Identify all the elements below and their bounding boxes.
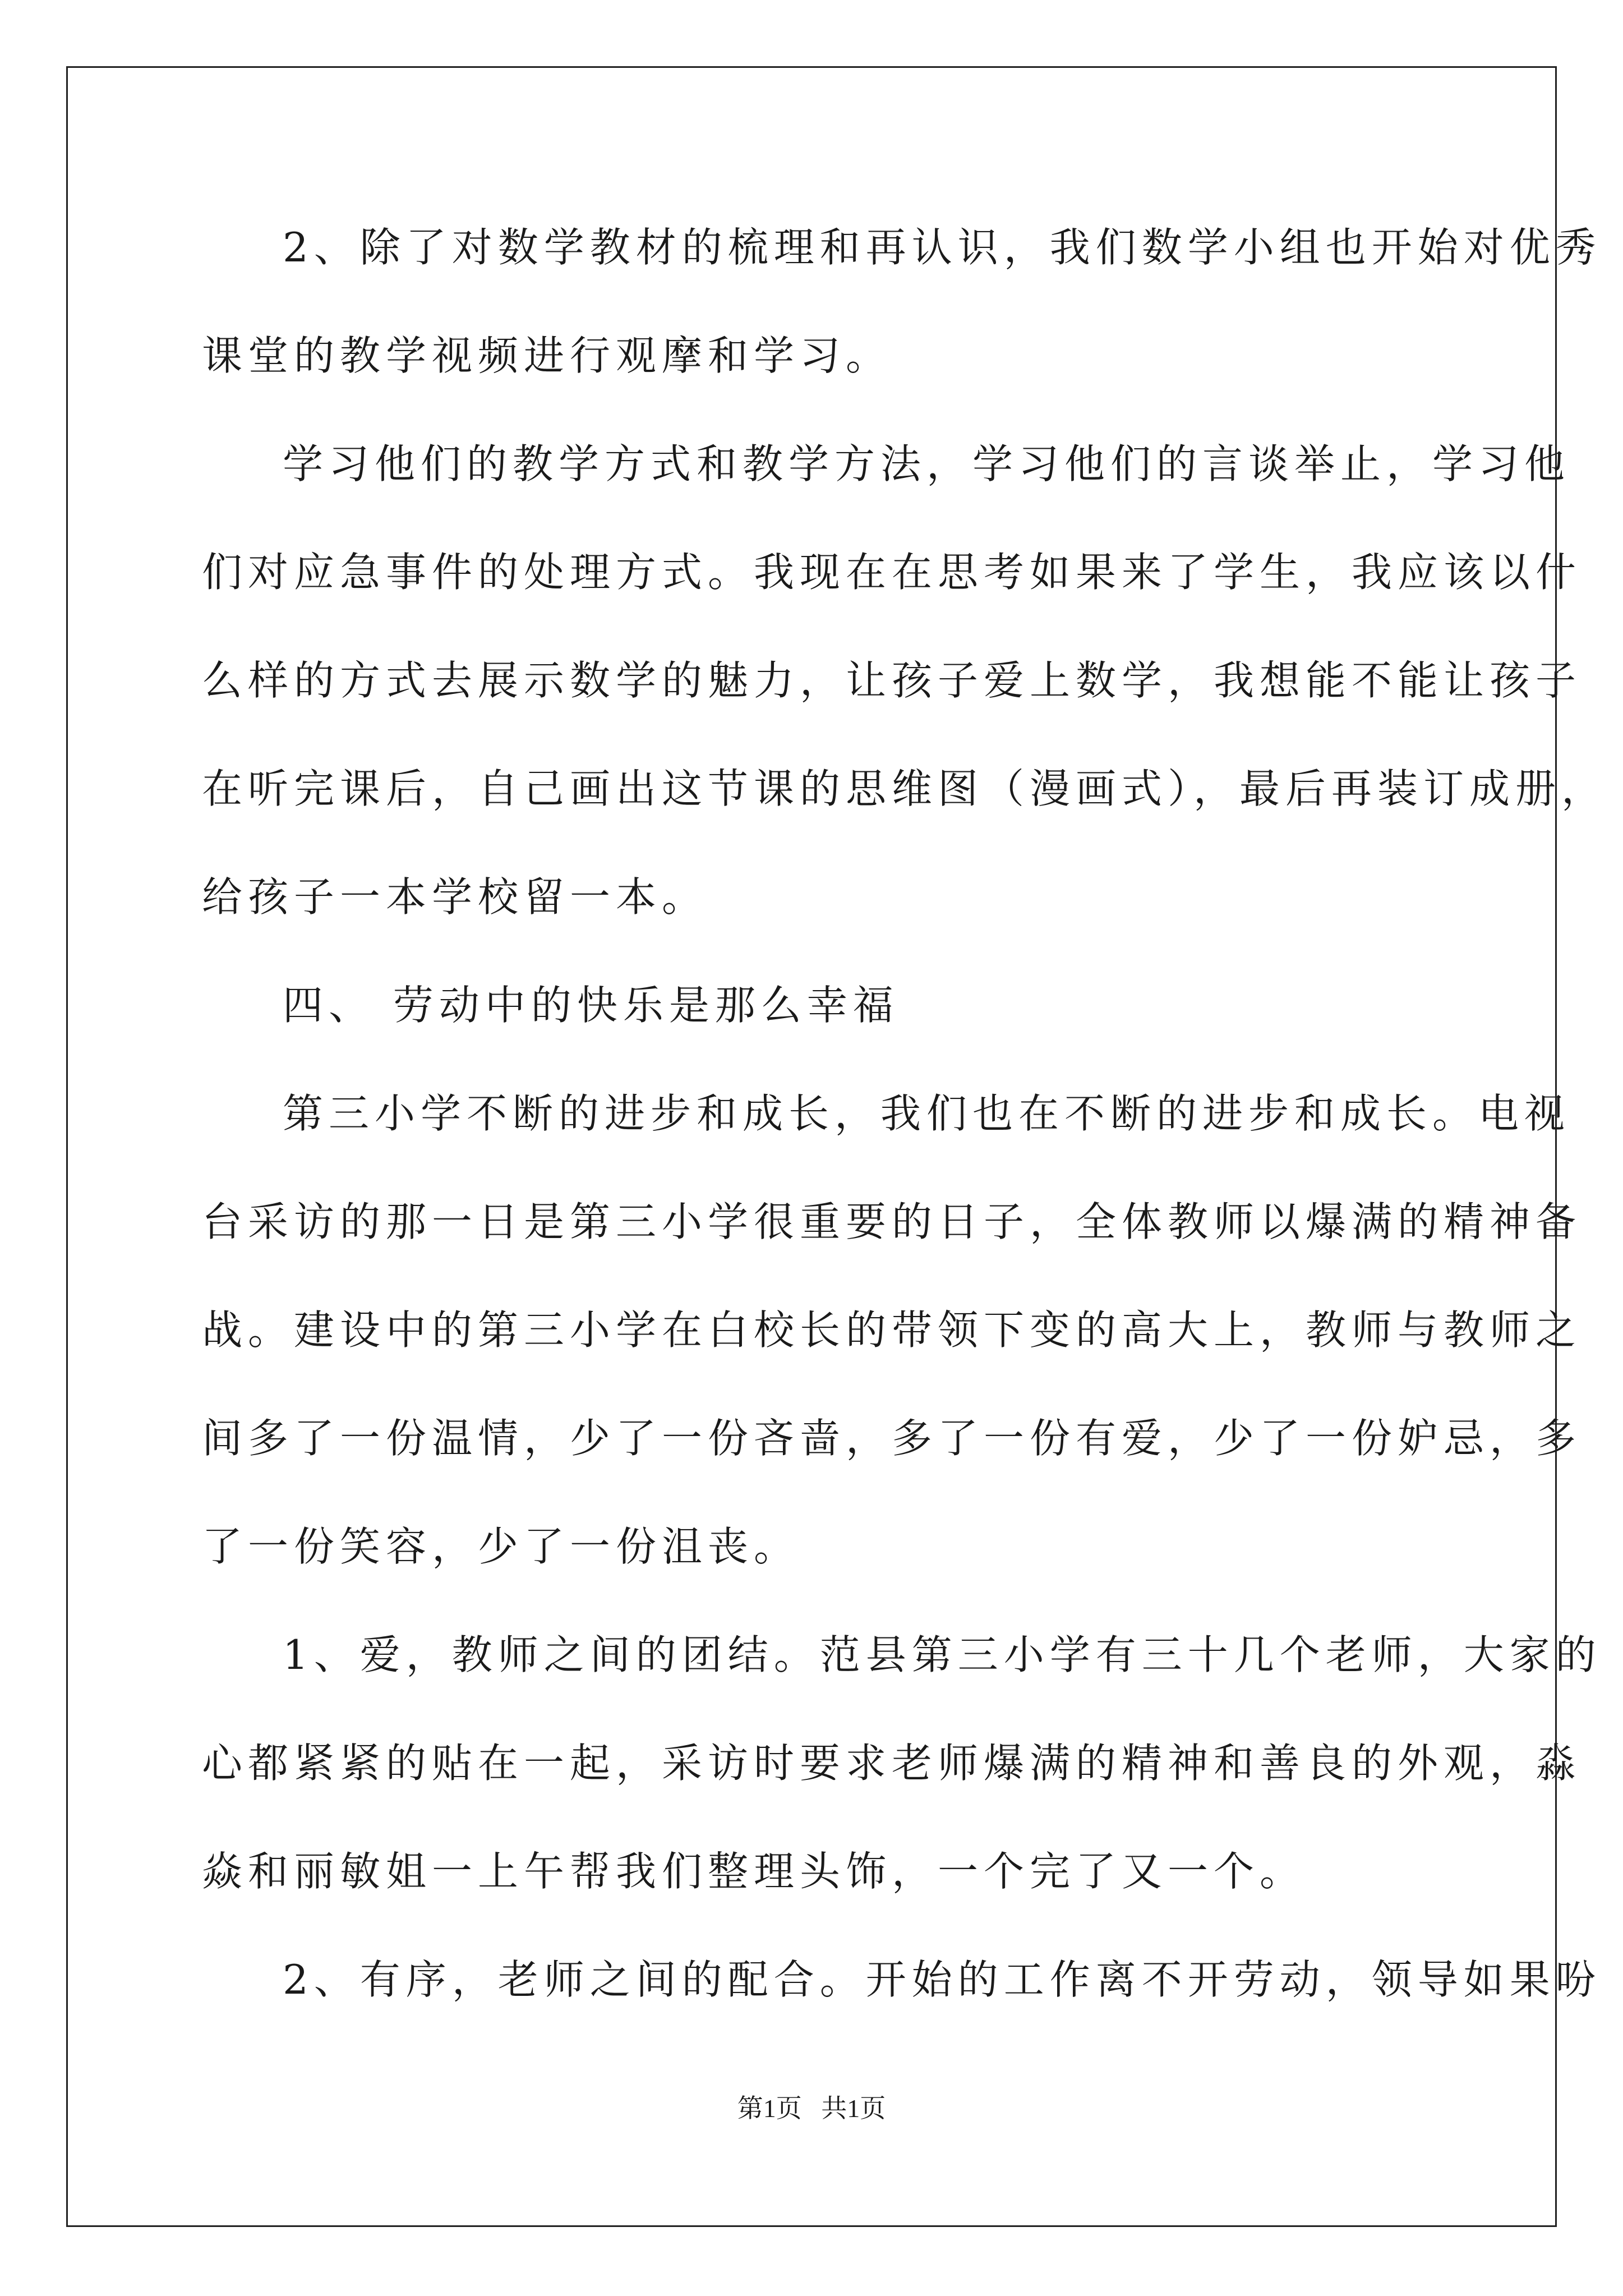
paragraph-line: 2、有序，老师之间的配合。开始的工作离不开劳动，领导如果吩 [283, 1956, 1602, 2003]
paragraph-line: 心都紧紧的贴在一起，采访时要求老师爆满的精神和善良的外观，淼 [202, 1740, 1582, 1787]
paragraph-line: 第三小学不断的进步和成长，我们也在不断的进步和成长。电视 [283, 1090, 1571, 1137]
page-number-footer: 第1页 共1页 [737, 2094, 886, 2123]
paragraph-line: 了一份笑容，少了一份沮丧。 [202, 1523, 800, 1570]
paragraph-line: 在听完课后，自己画出这节课的思维图（漫画式），最后再装订成册， [202, 765, 1608, 812]
document-body [202, 216, 1608, 2056]
paragraph-line: 么样的方式去展示数学的魅力，让孩子爱上数学，我想能不能让孩子 [202, 657, 1582, 704]
paragraph-line: 们对应急事件的处理方式。我现在在思考如果来了学生，我应该以什 [202, 549, 1582, 596]
paragraph-line: 1、爱，教师之间的团结。范县第三小学有三十几个老师，大家的 [283, 1631, 1602, 1678]
paragraph-line: 焱和丽敏姐一上午帮我们整理头饰，一个完了又一个。 [202, 1848, 1306, 1895]
paragraph-line: 2、除了对数学教材的梳理和再认识，我们数学小组也开始对优秀 [283, 224, 1602, 271]
paragraph-line: 学习他们的教学方式和教学方法，学习他们的言谈举止，学习他 [283, 440, 1571, 487]
paragraph-line: 课堂的教学视频进行观摩和学习。 [202, 332, 892, 379]
paragraph-line: 间多了一份温情，少了一份吝啬，多了一份有爱，少了一份妒忌，多 [202, 1415, 1582, 1462]
paragraph-line: 台采访的那一日是第三小学很重要的日子，全体教师以爆满的精神备 [202, 1198, 1582, 1245]
paragraph-line: 给孩子一本学校留一本。 [202, 873, 708, 921]
section-heading: 四、 劳动中的快乐是那么幸福 [283, 982, 899, 1029]
paragraph-line: 战。建设中的第三小学在白校长的带领下变的高大上，教师与教师之 [202, 1306, 1582, 1354]
